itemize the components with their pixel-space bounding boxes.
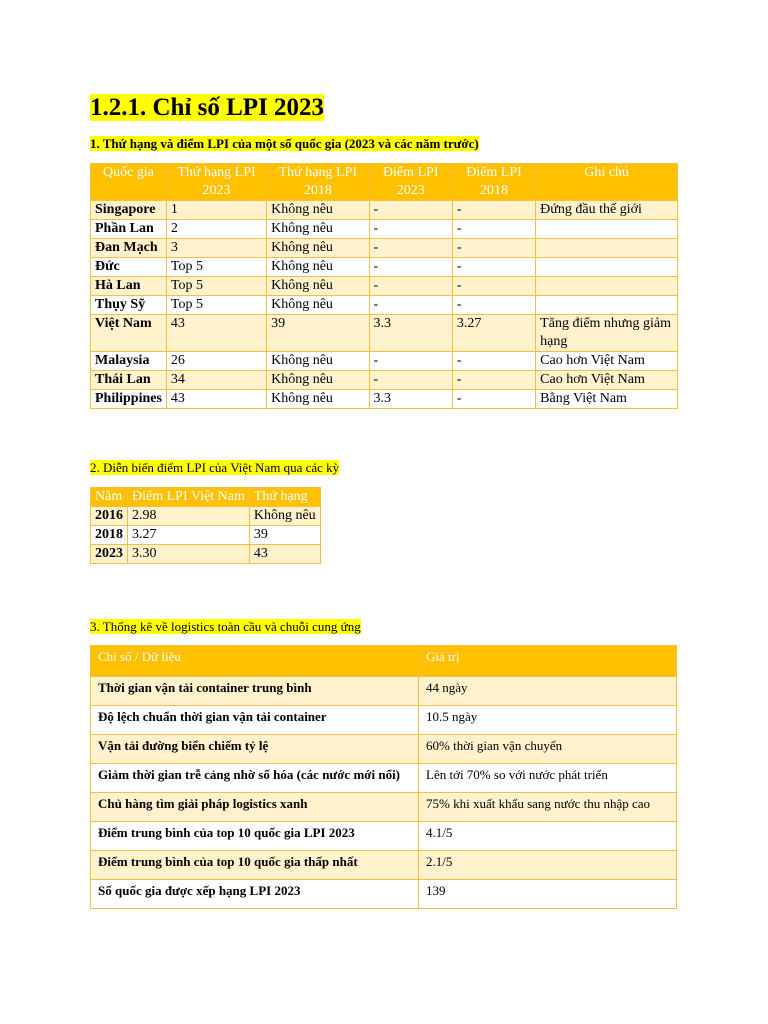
table-cell: - [369,220,452,239]
column-header: Thứ hạng LPI 2023 [166,164,266,201]
table-cell: Top 5 [166,277,266,296]
table-cell: - [369,296,452,315]
table-cell [536,277,678,296]
table-cell: Không nêu [267,201,369,220]
table-cell: - [452,239,535,258]
table-cell: - [369,201,452,220]
table-cell: Điểm trung bình của top 10 quốc gia thấp nhất [91,851,419,880]
table-cell: Top 5 [166,296,266,315]
table-cell: 3 [166,239,266,258]
table-cell: Malaysia [91,352,167,371]
table-cell: Giảm thời gian trễ cảng nhờ số hóa (các nước mới nổi) [91,764,419,793]
table-cell: 43 [249,545,320,564]
table-row [91,258,678,277]
table-cell: Cao hơn Việt Nam [536,371,678,390]
column-header: Điểm LPI 2023 [369,164,452,201]
page-title-text: 1.2.1. Chỉ số LPI 2023 [90,94,325,121]
table-row [91,822,677,851]
table-cell: - [452,258,535,277]
table-cell: Philippines [91,390,167,409]
table-cell: 75% khi xuất khẩu sang nước thu nhập cao [419,793,677,822]
table-cell: - [452,296,535,315]
table-row [91,296,678,315]
section-3-heading-text: 3. Thống kê về logistics toàn cầu và chuỗi cung ứng [90,619,361,634]
table-cell: Không nêu [267,352,369,371]
table-cell: 26 [166,352,266,371]
table-row [91,706,677,735]
table-cell: 2.98 [128,507,250,526]
table-cell: 3.3 [369,390,452,409]
table-cell: Phần Lan [91,220,167,239]
column-header: Năm [91,488,128,507]
table-row [91,277,678,296]
table-cell: - [452,201,535,220]
table-cell: Không nêu [267,220,369,239]
column-header: Điểm LPI 2018 [452,164,535,201]
table-body [91,507,321,564]
table-cell: 39 [249,526,320,545]
table-cell [536,220,678,239]
table-cell: Bằng Việt Nam [536,390,678,409]
table-cell: 3.3 [369,315,452,352]
table-cell: Thái Lan [91,371,167,390]
table-cell: Tăng điểm nhưng giảm hạng [536,315,678,352]
table-row [91,390,678,409]
table-cell: Việt Nam [91,315,167,352]
table-cell: Độ lệch chuẩn thời gian vận tải container [91,706,419,735]
table-cell: Không nêu [267,296,369,315]
table-cell: - [369,352,452,371]
table-cell: - [369,258,452,277]
table-cell: - [452,352,535,371]
table-cell: 1 [166,201,266,220]
table-cell [536,239,678,258]
column-header: Điểm LPI Việt Nam [128,488,250,507]
table-cell: Không nêu [267,371,369,390]
table-cell [536,258,678,277]
table-cell: Singapore [91,201,167,220]
table-header-row [91,646,677,677]
table-row [91,735,677,764]
table-row [91,677,677,706]
section-2-heading [90,459,339,476]
table-cell: - [452,220,535,239]
table-cell: 39 [267,315,369,352]
table-header-row [91,164,678,201]
table-cell: Không nêu [267,258,369,277]
table-row [91,545,321,564]
table-cell: Thụy Sỹ [91,296,167,315]
table-row [91,315,678,352]
table-cell: - [369,371,452,390]
section-1-heading-text: 1. Thứ hạng và điểm LPI của một số quốc gia (2023 và các năm trước) [90,136,479,151]
table-cell: - [452,390,535,409]
page-title [90,92,324,124]
table-row [91,526,321,545]
column-header: Ghi chú [536,164,678,201]
table-row [91,793,677,822]
section-3-heading [90,618,361,635]
column-header: Giá trị [419,646,677,677]
table-cell: 2.1/5 [419,851,677,880]
table-cell: 34 [166,371,266,390]
table-row [91,201,678,220]
table-row [91,851,677,880]
table-row [91,507,321,526]
table-cell: 60% thời gian vận chuyển [419,735,677,764]
table-cell: Đan Mạch [91,239,167,258]
table-row [91,239,678,258]
table-cell: Thời gian vận tải container trung bình [91,677,419,706]
table-cell: Điểm trung bình của top 10 quốc gia LPI 2023 [91,822,419,851]
table-cell: 4.1/5 [419,822,677,851]
table-cell: Không nêu [267,239,369,258]
table-body [91,677,677,909]
table-row [91,880,677,909]
table-cell: 43 [166,315,266,352]
table-cell [536,296,678,315]
table-row [91,352,678,371]
table-cell: 3.27 [452,315,535,352]
table-cell: Đức [91,258,167,277]
table-cell: 2 [166,220,266,239]
table-cell: 44 ngày [419,677,677,706]
lpi-ranking-table [90,163,678,409]
vietnam-lpi-trend-table [90,487,321,564]
section-2-heading-text: 2. Diễn biến điểm LPI của Việt Nam qua các kỳ [90,460,340,475]
table-cell: Hà Lan [91,277,167,296]
table-cell: - [452,277,535,296]
table-cell: Chủ hàng tìm giải pháp logistics xanh [91,793,419,822]
table-cell: Lên tới 70% so với nước phát triển [419,764,677,793]
table-cell: Đứng đầu thế giới [536,201,678,220]
table-body [91,201,678,409]
column-header: Chỉ số / Dữ liệu [91,646,419,677]
table-cell: 2018 [91,526,128,545]
table-row [91,764,677,793]
table-row [91,220,678,239]
table-cell: 139 [419,880,677,909]
table-cell: 43 [166,390,266,409]
logistics-stats-table [90,645,677,909]
table-cell: - [452,371,535,390]
table-cell: - [369,239,452,258]
table-cell: 2023 [91,545,128,564]
table-cell: Không nêu [267,390,369,409]
table-cell: Vận tải đường biển chiếm tỷ lệ [91,735,419,764]
column-header: Thứ hạng [249,488,320,507]
section-1-heading [90,135,479,152]
table-cell: 2016 [91,507,128,526]
column-header: Thứ hạng LPI 2018 [267,164,369,201]
table-cell: 3.30 [128,545,250,564]
table-cell: Không nêu [249,507,320,526]
table-cell: Không nêu [267,277,369,296]
table-row [91,371,678,390]
table-cell: 10.5 ngày [419,706,677,735]
table-cell: Top 5 [166,258,266,277]
column-header: Quốc gia [91,164,167,201]
table-cell: 3.27 [128,526,250,545]
table-cell: Số quốc gia được xếp hạng LPI 2023 [91,880,419,909]
table-header-row [91,488,321,507]
table-cell: - [369,277,452,296]
table-cell: Cao hơn Việt Nam [536,352,678,371]
